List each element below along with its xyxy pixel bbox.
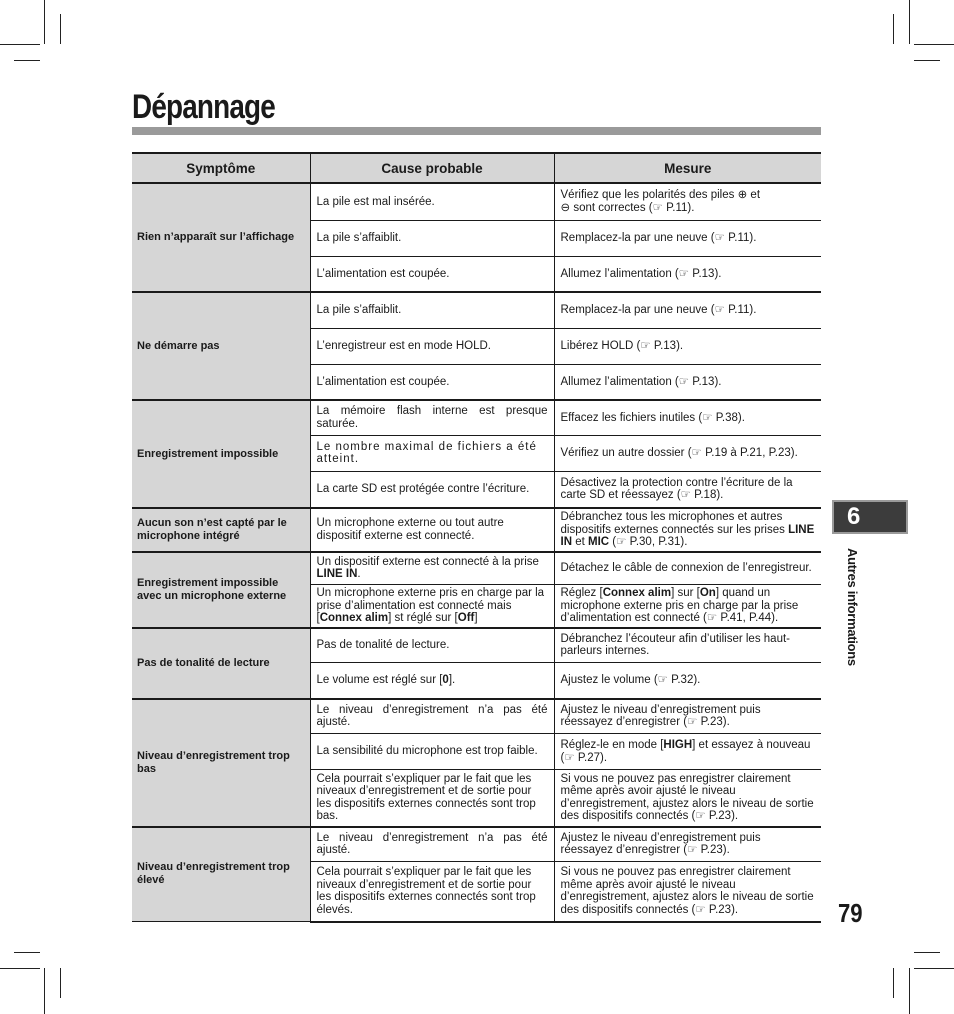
pointing-hand-icon: ☞ <box>695 810 706 823</box>
pointing-hand-icon: ☞ <box>706 612 718 624</box>
pointing-hand-icon: ☞ <box>657 674 668 686</box>
cause-cell: Un microphone externe pris en charge par la prise d’alimentation est connecté mais [Connex alim] st réglé sur [Off] <box>310 585 554 628</box>
measure-cell: Débranchez tous les microphones et autres dispositifs externes connectés sur les prises LINE IN et MIC (☞ P.30, P.31). <box>554 508 821 552</box>
cause-cell: La mémoire flash interne est presque saturée. <box>310 400 554 435</box>
crop-mark <box>60 14 61 44</box>
pointing-hand-icon: ☞ <box>687 844 698 857</box>
title-rule <box>132 127 821 135</box>
crop-mark <box>914 60 940 61</box>
measure-cell: Effacez les fichiers inutiles (☞ P.38). <box>554 400 821 435</box>
cause-cell: La sensibilité du microphone est trop faible. <box>310 734 554 770</box>
table-row <box>132 699 821 734</box>
measure-cell: Libérez HOLD (☞ P.13). <box>554 328 821 364</box>
cause-cell: Le volume est réglé sur [0]. <box>310 663 554 699</box>
table-row <box>132 400 821 435</box>
pointing-hand-icon: ☞ <box>714 304 725 316</box>
table-row <box>132 628 821 663</box>
table-header-row <box>132 153 821 183</box>
cause-cell: Un microphone externe ou tout autre dispositif externe est connecté. <box>310 508 554 552</box>
crop-mark <box>914 44 954 45</box>
table-row <box>132 552 821 585</box>
cause-cell: Un dispositif externe est connecté à la prise LINE IN. <box>310 552 554 585</box>
measure-cell: Ajustez le volume (☞ P.32). <box>554 663 821 699</box>
cause-cell: Le niveau d’enregistrement n’a pas été ajusté. <box>310 827 554 862</box>
crop-mark <box>914 952 940 953</box>
pointing-hand-icon: ☞ <box>702 411 713 424</box>
symptom-cell: Pas de tonalité de lecture <box>132 628 310 699</box>
cause-cell: La pile est mal insérée. <box>310 183 554 220</box>
pointing-hand-icon: ☞ <box>678 375 690 388</box>
cause-cell: Cela pourrait s’expliquer par le fait que les niveaux d’enregistrement et de sortie pour les dispositifs externes connectés sont trop élevés. <box>310 862 554 922</box>
pointing-hand-icon: ☞ <box>564 751 575 764</box>
crop-mark <box>44 0 45 44</box>
measure-cell: Réglez [Connex alim] sur [On] quand un microphone externe pris en charge par la prise d’alimentation est connecté (☞ P.41, P.44). <box>554 585 821 628</box>
crop-mark <box>14 952 40 953</box>
pointing-hand-icon: ☞ <box>640 339 651 352</box>
chapter-number-tab: 6 <box>832 500 908 534</box>
plus-circle-icon: ⊕ <box>737 189 748 202</box>
crop-mark <box>14 60 40 61</box>
header-symptom: Symptôme <box>132 153 310 183</box>
crop-mark <box>909 968 910 1014</box>
header-cause: Cause probable <box>310 153 554 183</box>
symptom-cell: Niveau d’enregistrement trop élevé <box>132 827 310 922</box>
pointing-hand-icon: ☞ <box>687 716 698 729</box>
cause-cell: L’enregistreur est en mode HOLD. <box>310 328 554 364</box>
measure-cell: Remplacez-la par une neuve (☞ P.11). <box>554 220 821 256</box>
pointing-hand-icon: ☞ <box>616 536 627 548</box>
cause-cell: Le niveau d’enregistrement n’a pas été ajusté. <box>310 699 554 734</box>
symptom-cell: Enregistrement impossible <box>132 400 310 508</box>
crop-mark <box>0 968 40 969</box>
symptom-cell: Rien n’apparaît sur l’affichage <box>132 183 310 292</box>
cause-cell: La carte SD est protégée contre l’écriture. <box>310 471 554 508</box>
table-row <box>132 827 821 862</box>
crop-mark <box>0 44 40 45</box>
measure-cell: Débranchez l’écouteur afin d’utiliser les haut-parleurs internes. <box>554 628 821 663</box>
symptom-cell: Enregistrement impossible avec un microphone externe <box>132 552 310 628</box>
cause-cell: La pile s’affaiblit. <box>310 292 554 328</box>
crop-mark <box>60 968 61 998</box>
pointing-hand-icon: ☞ <box>695 903 706 916</box>
measure-cell: Détachez le câble de connexion de l’enregistreur. <box>554 552 821 585</box>
crop-mark <box>914 968 954 969</box>
measure-cell: Remplacez-la par une neuve (☞ P.11). <box>554 292 821 328</box>
symptom-cell: Ne démarre pas <box>132 292 310 400</box>
measure-cell: Ajustez le niveau d’enregistrement puis réessayez d’enregistrer (☞ P.23). <box>554 827 821 862</box>
pointing-hand-icon: ☞ <box>714 231 725 244</box>
crop-mark <box>909 0 910 44</box>
cause-cell: Cela pourrait s’expliquer par le fait que les niveaux d’enregistrement et de sortie pour les dispositifs externes connectés sont trop bas. <box>310 770 554 827</box>
table-row <box>132 292 821 328</box>
cause-cell: Le nombre maximal de fichiers a été atteint. <box>310 435 554 471</box>
chapter-label: Autres informations <box>845 548 860 666</box>
pointing-hand-icon: ☞ <box>678 267 690 280</box>
cause-cell: L’alimentation est coupée. <box>310 256 554 292</box>
table-row <box>132 183 821 220</box>
measure-cell: Vérifiez que les polarités des piles ⊕ et ⊖ sont correctes (☞ P.11). <box>554 183 821 220</box>
minus-circle-icon: ⊖ <box>560 201 571 214</box>
cause-cell: L’alimentation est coupée. <box>310 364 554 400</box>
pointing-hand-icon: ☞ <box>691 446 702 459</box>
crop-mark <box>893 14 894 44</box>
measure-cell: Désactivez la protection contre l’écriture de la carte SD et réessayez (☞ P.18). <box>554 471 821 508</box>
measure-cell: Si vous ne pouvez pas enregistrer clairement même après avoir ajusté le niveau d’enregistrement, ajustez alors le niveau de sortie des dispositifs connectés (☞ P.23). <box>554 770 821 827</box>
symptom-cell: Aucun son n’est capté par le microphone intégré <box>132 508 310 552</box>
cause-cell: La pile s’affaiblit. <box>310 220 554 256</box>
measure-cell: Si vous ne pouvez pas enregistrer clairement même après avoir ajusté le niveau d’enregistrement, ajustez alors le niveau de sortie des dispositifs connectés (☞ P.23). <box>554 862 821 922</box>
measure-cell: Allumez l’alimentation (☞ P.13). <box>554 364 821 400</box>
crop-mark <box>893 968 894 998</box>
page-number: 79 <box>838 898 863 928</box>
header-measure: Mesure <box>554 153 821 183</box>
page-title: Dépannage <box>132 88 275 126</box>
crop-mark <box>44 968 45 1014</box>
pointing-hand-icon: ☞ <box>652 201 663 214</box>
cause-cell: Pas de tonalité de lecture. <box>310 628 554 663</box>
measure-cell: Vérifiez un autre dossier (☞ P.19 à P.21, P.23). <box>554 435 821 471</box>
measure-cell: Réglez-le en mode [HIGH] et essayez à nouveau (☞ P.27). <box>554 734 821 770</box>
symptom-cell: Niveau d’enregistrement trop bas <box>132 699 310 827</box>
pointing-hand-icon: ☞ <box>680 489 691 502</box>
measure-cell: Allumez l’alimentation (☞ P.13). <box>554 256 821 292</box>
measure-cell: Ajustez le niveau d’enregistrement puis réessayez d’enregistrer (☞ P.23). <box>554 699 821 734</box>
troubleshooting-table <box>132 152 821 923</box>
table-row <box>132 508 821 552</box>
